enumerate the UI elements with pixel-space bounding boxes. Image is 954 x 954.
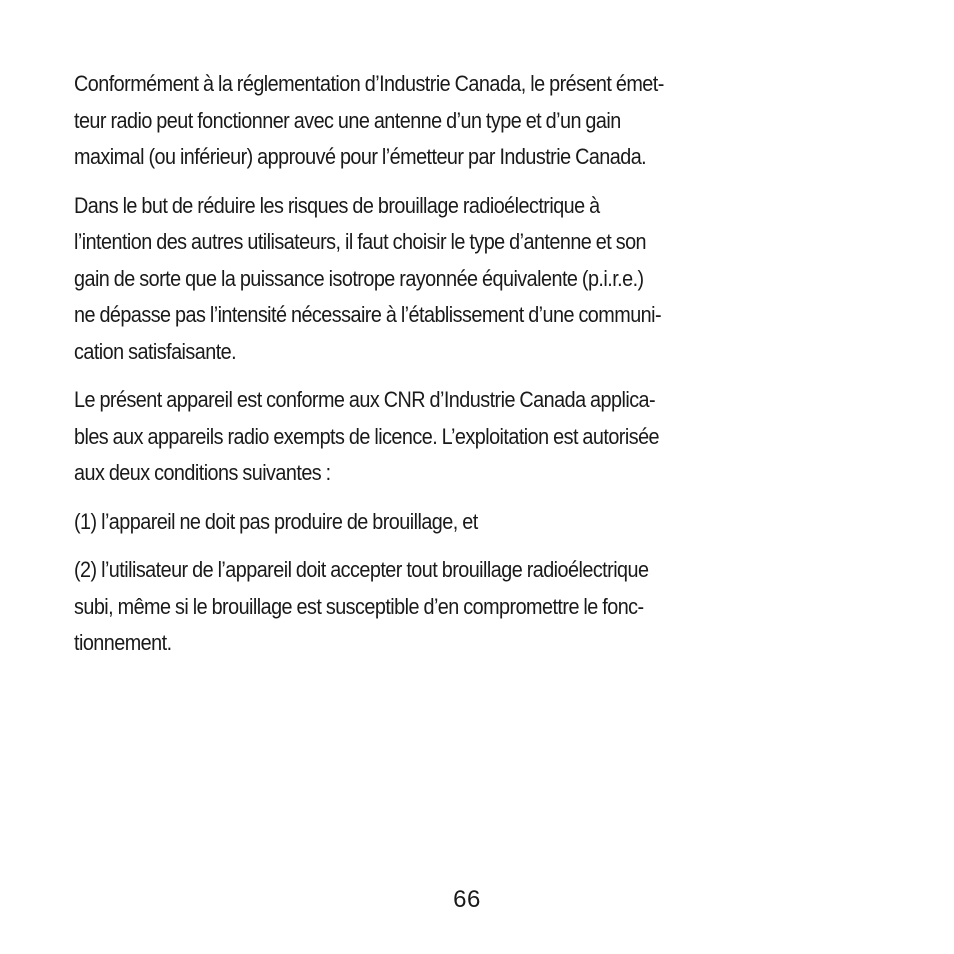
page-body [74,66,874,674]
paragraph-condition-2 [74,552,873,662]
text-line: gain de sorte que la puissance isotrope rayonnée équivalente (p.i.r.e.) [74,265,644,291]
paragraph-cnr-compliance [74,382,873,492]
page-number: 66 [453,886,481,913]
text-line: ne dépasse pas l’intensité nécessaire à l’établissement d’une communi- [74,302,662,327]
text-line: (2) l’utilisateur de l’appareil doit accepter tout brouillage radioélectrique [74,557,649,582]
text-line: aux deux conditions suivantes : [74,460,331,485]
text-line: Dans le but de réduire les risques de brouillage radioélectrique à [74,192,600,218]
paragraph-condition-1 [74,504,873,541]
text-line: maximal (ou inférieur) approuvé pour l’émetteur par Industrie Canada. [74,144,647,169]
text-line: subi, même si le brouillage est susceptible d’en compromettre le fonc- [74,593,644,619]
text-line: l’intention des autres utilisateurs, il faut choisir le type d’antenne et son [74,229,647,254]
text-line: teur radio peut fonctionner avec une antenne d’un type et d’un gain [74,107,621,133]
text-line: Le présent appareil est conforme aux CNR d’Industrie Canada applica- [74,387,656,412]
text-line: cation satisfaisante. [74,338,237,364]
text-line: (1) l’appareil ne doit pas produire de brouillage, et [74,508,478,534]
text-line: tionnement. [74,630,172,655]
text-line: Conformément à la réglementation d’Industrie Canada, le présent émet- [74,71,664,96]
paragraph-interference-reduction [74,188,873,371]
text-line: bles aux appareils radio exempts de licence. L’exploitation est autorisée [74,423,660,449]
paragraph-antenna-regulation [74,66,873,176]
